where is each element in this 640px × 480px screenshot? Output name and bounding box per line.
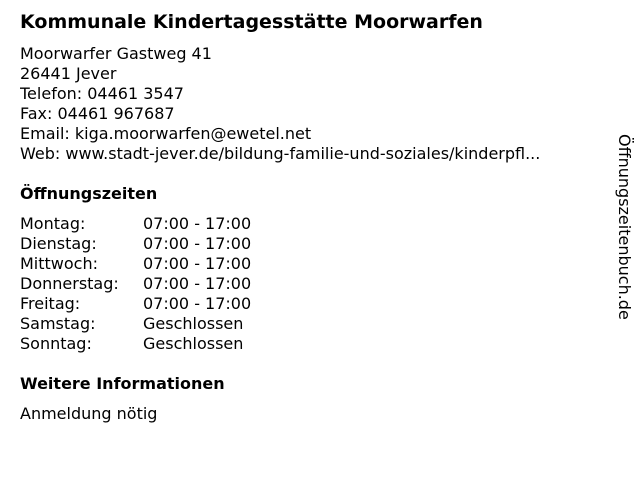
day-label: Freitag: <box>20 294 81 313</box>
fax-number: Fax: 04461 967687 <box>20 104 175 123</box>
further-info-heading: Weitere Informationen <box>20 374 225 393</box>
day-label: Mittwoch: <box>20 254 98 273</box>
page-title: Kommunale Kindertagesstätte Moorwarfen <box>20 11 483 33</box>
opening-hours-heading: Öffnungszeiten <box>20 184 158 203</box>
day-label: Samstag: <box>20 314 96 333</box>
day-label: Donnerstag: <box>20 274 119 293</box>
opening-hours-table <box>20 214 251 354</box>
hours-row-wednesday <box>20 254 251 274</box>
time-value: Geschlossen <box>143 314 244 333</box>
hours-row-friday <box>20 294 251 314</box>
time-value: 07:00 - 17:00 <box>143 254 252 273</box>
hours-row-thursday <box>20 274 251 294</box>
time-value: Geschlossen <box>143 334 244 353</box>
time-value: 07:00 - 17:00 <box>143 274 252 293</box>
hours-row-sunday <box>20 334 251 354</box>
city-address: 26441 Jever <box>20 64 117 83</box>
time-value: 07:00 - 17:00 <box>143 214 252 233</box>
time-value: 07:00 - 17:00 <box>143 294 252 313</box>
hours-row-monday <box>20 214 251 234</box>
day-label: Sonntag: <box>20 334 92 353</box>
hours-row-tuesday <box>20 234 251 254</box>
street-address: Moorwarfer Gastweg 41 <box>20 44 212 63</box>
phone-number: Telefon: 04461 3547 <box>20 84 184 103</box>
time-value: 07:00 - 17:00 <box>143 234 252 253</box>
day-label: Dienstag: <box>20 234 97 253</box>
day-label: Montag: <box>20 214 86 233</box>
further-info-text: Anmeldung nötig <box>20 404 158 423</box>
contact-block <box>20 44 605 164</box>
hours-row-saturday <box>20 314 251 334</box>
email-address: Email: kiga.moorwarfen@ewetel.net <box>20 124 312 143</box>
brand-watermark: Öffnungszeitenbuch.de <box>615 134 634 320</box>
website-url: Web: www.stadt-jever.de/bildung-familie-und-soziales/kinderpfl... <box>20 144 541 163</box>
